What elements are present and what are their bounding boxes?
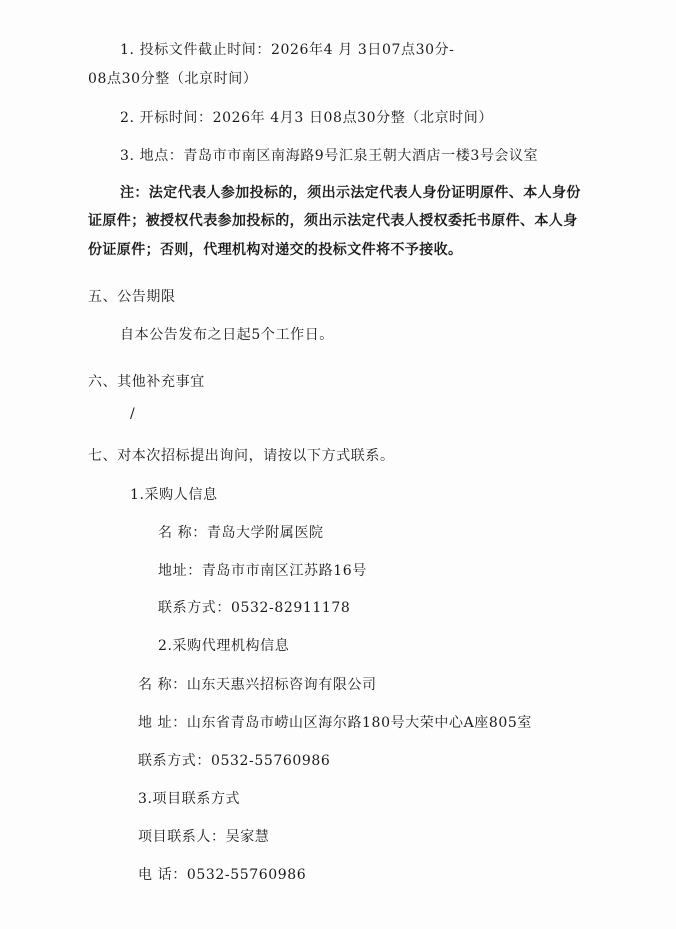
purchaser-name: 名 称：青岛大学附属医院: [158, 525, 324, 541]
agency-address: 地 址：山东省青岛市崂山区海尔路180号大荣中心A座805室: [138, 715, 533, 731]
section6-body: /: [130, 406, 136, 422]
project-contact-phone: 电 话：0532-55760986: [138, 867, 307, 883]
note-line-3: 份证原件；否则，代理机构对递交的投标文件将不予接收。: [88, 242, 463, 258]
purchaser-heading: 1.采购人信息: [130, 487, 218, 503]
deadline-line-1: 1. 投标文件截止时间：2026年4 月 3日07点30分-: [120, 42, 455, 58]
project-contact-heading: 3.项目联系方式: [138, 791, 241, 807]
agency-heading: 2.采购代理机构信息: [158, 638, 290, 654]
note-line-2: 证原件；被授权代表参加投标的，须出示法定代表人授权委托书原件、本人身: [88, 213, 578, 229]
project-contact-person: 项目联系人：吴家慧: [138, 829, 270, 845]
agency-contact: 联系方式：0532-55760986: [138, 753, 331, 769]
location-line: 3. 地点：青岛市市南区南海路9号汇泉王朝大酒店一楼3号会议室: [120, 148, 539, 164]
purchaser-address: 地址：青岛市市南区江苏路16号: [158, 563, 367, 579]
deadline-line-2: 08点30分整（北京时间）: [88, 71, 258, 87]
opening-time-line: 2. 开标时间：2026年 4月3 日08点30分整（北京时间）: [120, 110, 493, 126]
agency-name: 名 称：山东天惠兴招标咨询有限公司: [138, 677, 377, 693]
section7-heading: 七、对本次招标提出询问，请按以下方式联系。: [88, 448, 395, 464]
note-line-1: 注：法定代表人参加投标的，须出示法定代表人身份证明原件、本人身份: [120, 185, 581, 201]
section5-heading: 五、公告期限: [88, 289, 176, 305]
purchaser-contact: 联系方式：0532-82911178: [158, 600, 351, 616]
section5-body: 自本公告发布之日起5个工作日。: [120, 327, 334, 343]
section6-heading: 六、其他补充事宜: [88, 374, 205, 390]
